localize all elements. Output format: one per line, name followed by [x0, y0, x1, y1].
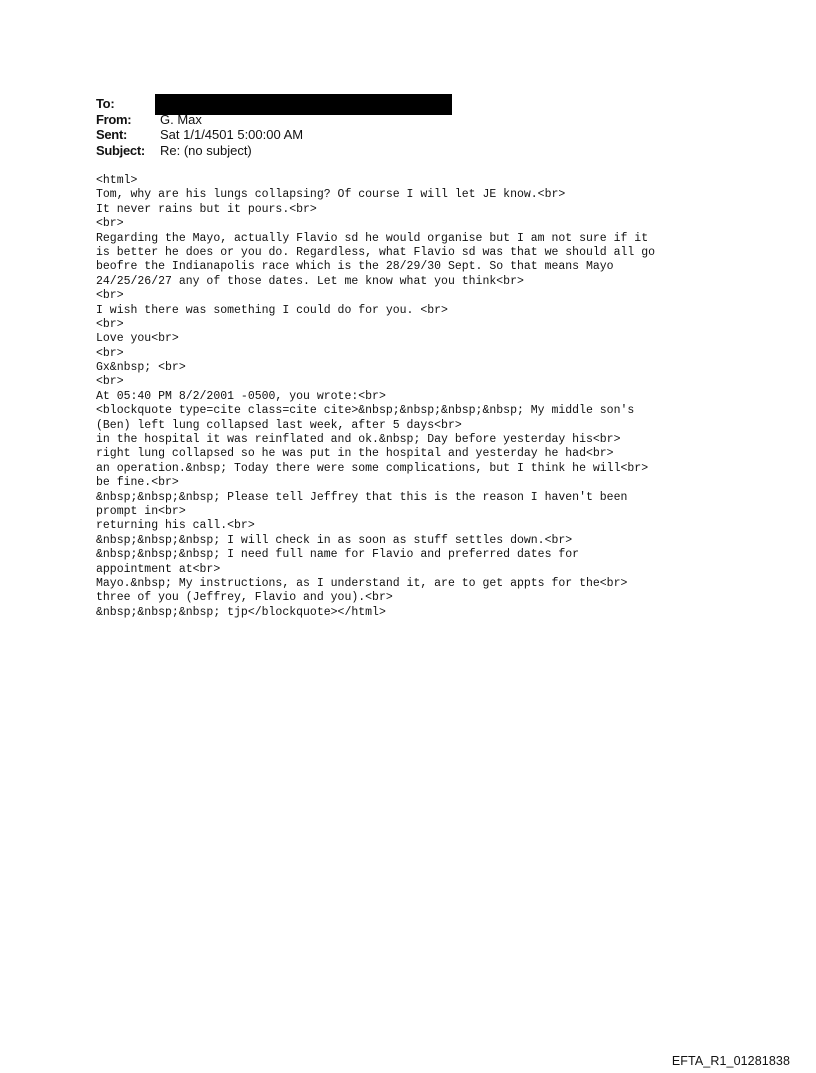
body-line: an operation.&nbsp; Today there were some complications, but I think he will<br> — [96, 461, 649, 475]
body-line: &nbsp;&nbsp;&nbsp; I will check in as soon as stuff settles down.<br> — [96, 533, 573, 547]
from-value: G. Max — [160, 111, 202, 127]
body-line: <html> — [96, 174, 138, 187]
body-line: <br> — [96, 289, 124, 303]
body-line: Regarding the Mayo, actually Flavio sd he would organise but I am not sure if it — [96, 231, 649, 245]
body-line: three of you (Jeffrey, Flavio and you).<br> — [96, 591, 393, 605]
body-line: At 05:40 PM 8/2/2001 -0500, you wrote:<br> — [96, 389, 386, 403]
email-body — [96, 174, 796, 620]
body-line: Tom, why are his lungs collapsing? Of course I will let JE know.<br> — [96, 188, 566, 202]
to-row — [96, 96, 452, 112]
body-line: Love you<br> — [96, 332, 179, 346]
body-line: appointment at<br> — [96, 562, 221, 576]
body-line: It never rains but it pours.<br> — [96, 202, 317, 216]
body-line: 24/25/26/27 any of those dates. Let me know what you think<br> — [96, 274, 524, 288]
body-line: right lung collapsed so he was put in the hospital and yesterday he had<br> — [96, 447, 614, 461]
body-line: Mayo.&nbsp; My instructions, as I understand it, are to get appts for the<br> — [96, 576, 628, 590]
body-line: prompt in<br> — [96, 504, 186, 518]
email-header — [96, 96, 452, 158]
body-line: &nbsp;&nbsp;&nbsp; I need full name for Flavio and preferred dates for — [96, 548, 580, 562]
subject-row — [96, 143, 452, 159]
sent-row — [96, 127, 452, 143]
document-id: EFTA_R1_01281838 — [671, 1054, 790, 1068]
sent-value: Sat 1/1/4501 5:00:00 AM — [160, 127, 304, 142]
to-label: To: — [96, 96, 115, 111]
body-line: &nbsp;&nbsp;&nbsp; Please tell Jeffrey that this is the reason I haven't been — [96, 490, 628, 504]
body-line: <br> — [96, 217, 124, 231]
sent-label: Sent: — [96, 127, 128, 142]
body-line: <br> — [96, 375, 124, 389]
body-line: Gx&nbsp; <br> — [96, 361, 186, 375]
subject-label: Subject: — [96, 142, 145, 158]
body-line: &nbsp;&nbsp;&nbsp; tjp</blockquote></html> — [96, 605, 386, 619]
body-line: beofre the Indianapolis race which is the 28/29/30 Sept. So that means Mayo — [96, 260, 614, 274]
body-line: <br> — [96, 346, 124, 360]
body-line: is better he does or you do. Regardless, what Flavio sd was that we should all go — [96, 245, 655, 259]
body-line: I wish there was something I could do for you. <br> — [96, 303, 448, 317]
body-line: (Ben) left lung collapsed last week, after 5 days<br> — [96, 418, 462, 432]
subject-value: Re: (no subject) — [160, 142, 252, 158]
body-line: be fine.<br> — [96, 476, 179, 490]
from-label: From: — [96, 111, 132, 127]
body-line: in the hospital it was reinflated and ok.&nbsp; Day before yesterday his<br> — [96, 433, 621, 447]
body-line: <br> — [96, 317, 124, 331]
body-line: returning his call.<br> — [96, 519, 255, 533]
body-line: <blockquote type=cite class=cite cite>&nbsp;&nbsp;&nbsp;&nbsp; My middle son's — [96, 404, 635, 418]
